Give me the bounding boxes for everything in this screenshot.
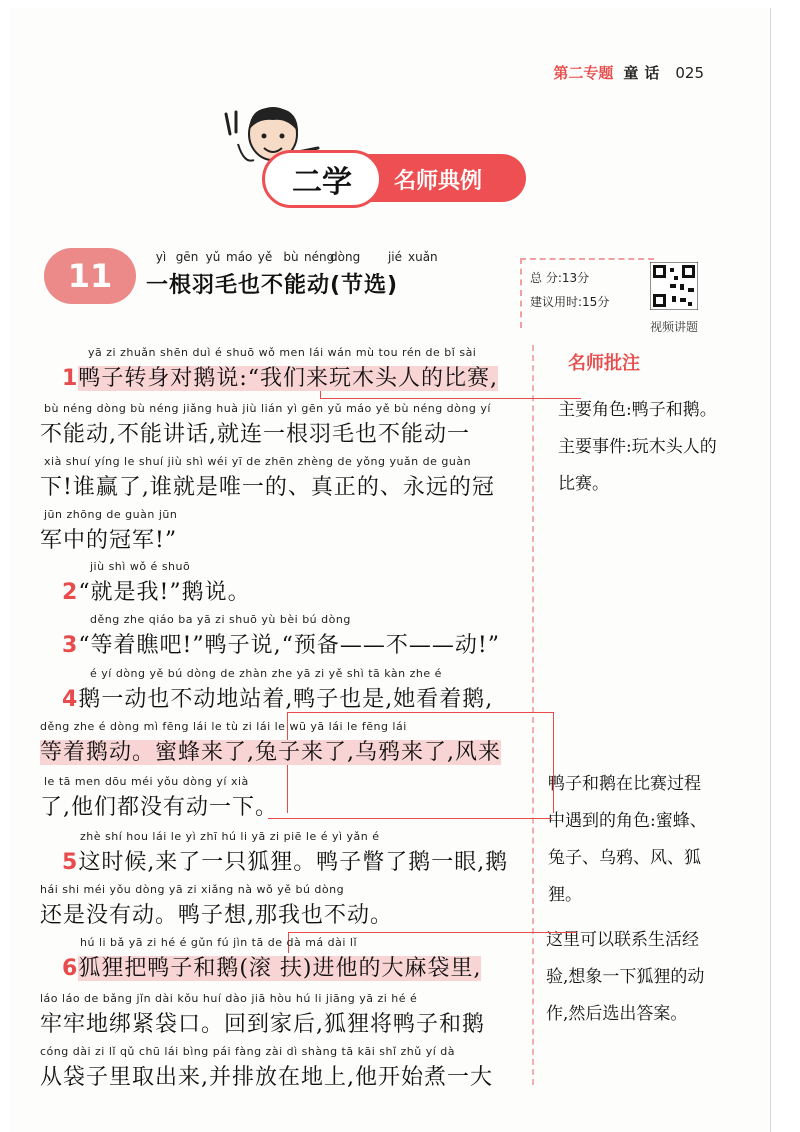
- pinyin-line: hái shi méi yǒu dòng yā zi xiǎng nà wǒ yě bú dòng: [40, 883, 345, 896]
- pinyin-line: cóng dài zi lǐ qǔ chū lái bìng pái fàng zài dì shàng tā kāi shǐ zhǔ yí dà: [40, 1045, 456, 1058]
- pinyin-line: jūn zhōng de guàn jūn: [44, 508, 178, 521]
- pinyin-line: yā zi zhuǎn shēn duì é shuō wǒ men lái wán mù tou rén de bǐ sài: [88, 346, 477, 359]
- pinyin-line: láo láo de bǎng jǐn dài kǒu huí dào jiā hòu hú li jiāng yā zi hé é: [40, 992, 418, 1005]
- paragraph-number: 5: [62, 850, 79, 875]
- passage-line: 等着鹅动。蜜蜂来了,兔子来了,乌鸦来了,风来: [40, 740, 501, 765]
- passage-line: 6狐狸把鸭子和鹅(滚 扶)进他的大麻袋里,: [62, 956, 482, 981]
- pinyin-line: děng zhe é dòng mì fēng lái le tù zi lái le wū yā lái le fēng lái: [40, 720, 407, 733]
- annotation-note-1: 主要角色:鸭子和鹅。主要事件:玩木头人的比赛。: [558, 400, 717, 494]
- passage-line: 不能动,不能讲话,就连一根羽毛也不能动一: [40, 422, 470, 447]
- passage-line: 1鸭子转身对鹅说:“我们来玩木头人的比赛,: [62, 366, 498, 391]
- passage-line: 牢牢地绑紧袋口。回到家后,狐狸将鸭子和鹅: [40, 1012, 485, 1037]
- paragraph-number: 1: [62, 366, 79, 391]
- page-number: 025: [675, 64, 704, 82]
- qr-code-icon[interactable]: [650, 262, 698, 310]
- annotation-note-3: 这里可以联系生活经验,想象一下狐狸的动作,然后选出答案。: [546, 930, 705, 1024]
- passage-line: 下!谁赢了,谁就是唯一的、真正的、永远的冠: [40, 475, 495, 500]
- pinyin-line: jiù shì wǒ é shuō: [90, 560, 191, 573]
- passage-line: 2“就是我!”鹅说。: [62, 580, 251, 605]
- passage-line: 5这时候,来了一只狐狸。鸭子瞥了鹅一眼,鹅: [62, 850, 509, 875]
- pinyin-line: xià shuí yíng le shuí jiù shì wéi yī de zhēn zhèng de yǒng yuǎn de guàn: [44, 455, 472, 468]
- header-category: 童话: [623, 64, 666, 82]
- passage-line: 4鹅一动也不动地站着,鸭子也是,她看着鹅,: [62, 687, 494, 712]
- section-label: 名师典例: [394, 169, 483, 194]
- header-topic: 第二专题: [553, 64, 614, 82]
- lesson-title: 一根羽毛也不能动(节选): [146, 273, 399, 298]
- video-lesson-label: 视频讲题: [650, 320, 699, 334]
- pinyin-line: hú li bǎ yā zi hé é gǔn fú jìn tā de dà má dài lǐ: [80, 936, 358, 949]
- lesson-number-badge: 11: [44, 248, 136, 304]
- passage-line: 还是没有动。鸭子想,那我也不动。: [40, 903, 393, 928]
- section-banner: [262, 150, 528, 208]
- passage-line: 3“等着瞧吧!”鸭子说,“预备——不——动!”: [62, 633, 500, 658]
- pinyin-line: zhè shí hou lái le yì zhī hú li yā zi piē le é yì yǎn é: [80, 830, 380, 843]
- total-score: 总 分:13分: [530, 271, 590, 285]
- passage-line: 军中的冠军!”: [40, 528, 178, 553]
- pinyin-line: děng zhe qiáo ba yā zi shuō yù bèi bú dòng: [90, 613, 351, 626]
- connector-line-3: [268, 818, 552, 819]
- notes-heading: 名师批注: [568, 353, 640, 374]
- paragraph-number: 2: [62, 580, 79, 605]
- paragraph-number: 3: [62, 633, 79, 658]
- pinyin-line: le tā men dōu méi yǒu dòng yí xià: [44, 775, 249, 788]
- passage-line: 了,他们都没有动一下。: [40, 795, 278, 820]
- suggested-time: 建议用时:15分: [530, 295, 610, 309]
- title-pinyin: yì gēn yǔ máo yě bù néng dòng jié xuǎn: [155, 250, 438, 264]
- paragraph-number: 6: [62, 956, 79, 981]
- passage-line: 从袋子里取出来,并排放在地上,他开始煮一大: [40, 1065, 493, 1090]
- section-number: 二学: [262, 150, 382, 208]
- score-info-box: [520, 258, 654, 328]
- annotation-note-2: 鸭子和鹅在比赛过程中遇到的角色:蜜蜂、兔子、乌鸦、风、狐狸。: [548, 774, 707, 905]
- pinyin-line: é yí dòng yě bú dòng de zhàn zhe yā zi yě shì tā kàn zhe é: [90, 667, 442, 680]
- pinyin-line: bù néng dòng bù néng jiǎng huà jiù lián yì gēn yǔ máo yě bù néng dòng yí: [44, 402, 491, 415]
- paragraph-number: 4: [62, 687, 79, 712]
- page-header: [553, 62, 704, 83]
